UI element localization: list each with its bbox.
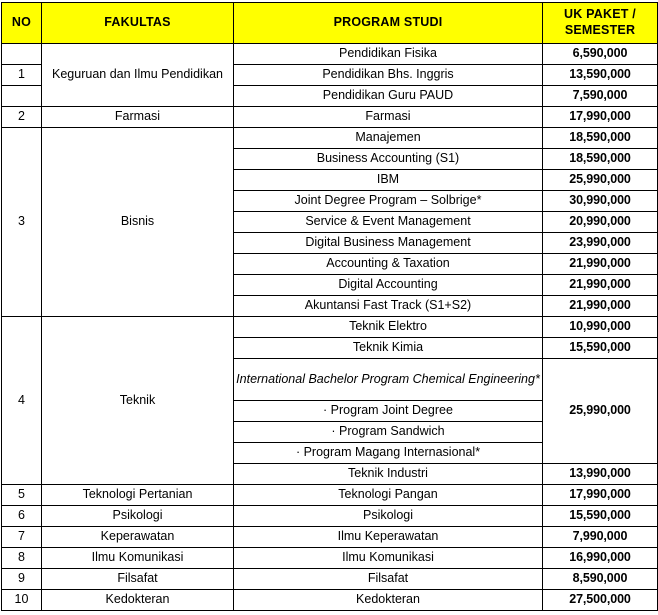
table-row [2, 128, 658, 149]
table-row [2, 107, 658, 128]
cell-program-studi: Pendidikan Bhs. Inggris [234, 65, 543, 86]
cell-program-studi: Teknik Kimia [234, 338, 543, 359]
cell-fakultas: Keguruan dan Ilmu Pendidikan [42, 44, 234, 107]
cell-program-studi: Accounting & Taxation [234, 254, 543, 275]
cell-no [2, 86, 42, 107]
cell-price: 7,590,000 [543, 86, 658, 107]
cell-price: 25,990,000 [543, 170, 658, 191]
cell-program-studi: Teknik Industri [234, 464, 543, 485]
cell-program-studi: Teknologi Pangan [234, 485, 543, 506]
cell-price: 23,990,000 [543, 233, 658, 254]
cell-fakultas: Keperawatan [42, 527, 234, 548]
column-header-uk-paket-semester [543, 3, 658, 44]
cell-no [2, 44, 42, 65]
cell-price: 25,990,000 [543, 359, 658, 464]
table-row [2, 590, 658, 611]
cell-fakultas: Farmasi [42, 107, 234, 128]
cell-price: 27,500,000 [543, 590, 658, 611]
cell-fakultas: Bisnis [42, 128, 234, 317]
cell-program-studi: Digital Accounting [234, 275, 543, 296]
cell-program-studi: · Program Sandwich [234, 422, 543, 443]
cell-program-studi: Pendidikan Fisika [234, 44, 543, 65]
cell-price: 17,990,000 [543, 107, 658, 128]
cell-price: 15,590,000 [543, 338, 658, 359]
cell-no: 4 [2, 317, 42, 485]
cell-price: 15,590,000 [543, 506, 658, 527]
cell-fakultas: Filsafat [42, 569, 234, 590]
cell-program-studi: Psikologi [234, 506, 543, 527]
cell-no: 8 [2, 548, 42, 569]
table-row [2, 527, 658, 548]
cell-price: 30,990,000 [543, 191, 658, 212]
column-header-no: NO [2, 3, 42, 44]
cell-fakultas: Teknologi Pertanian [42, 485, 234, 506]
column-header-fakultas: FAKULTAS [42, 3, 234, 44]
cell-price: 21,990,000 [543, 254, 658, 275]
cell-program-studi: IBM [234, 170, 543, 191]
uk-paket-line1: UK PAKET / [564, 7, 636, 22]
cell-program-studi: Teknik Elektro [234, 317, 543, 338]
cell-fakultas: Teknik [42, 317, 234, 485]
cell-price: 20,990,000 [543, 212, 658, 233]
table-header [2, 3, 658, 44]
cell-program-studi: Farmasi [234, 107, 543, 128]
cell-price: 13,990,000 [543, 464, 658, 485]
cell-no: 7 [2, 527, 42, 548]
cell-no: 9 [2, 569, 42, 590]
cell-program-studi: Joint Degree Program – Solbrige* [234, 191, 543, 212]
cell-price: 16,990,000 [543, 548, 658, 569]
cell-program-studi: Pendidikan Guru PAUD [234, 86, 543, 107]
cell-program-studi: Manajemen [234, 128, 543, 149]
cell-no: 6 [2, 506, 42, 527]
table-row [2, 317, 658, 338]
table-row [2, 506, 658, 527]
cell-program-studi: · Program Magang Internasional* [234, 443, 543, 464]
cell-price: 7,990,000 [543, 527, 658, 548]
header-row [2, 3, 658, 44]
cell-price: 10,990,000 [543, 317, 658, 338]
cell-program-studi: Ilmu Komunikasi [234, 548, 543, 569]
column-header-program-studi: PROGRAM STUDI [234, 3, 543, 44]
cell-no: 1 [2, 65, 42, 86]
tuition-fee-table [1, 2, 658, 611]
table-row [2, 485, 658, 506]
cell-no: 3 [2, 128, 42, 317]
cell-no: 10 [2, 590, 42, 611]
cell-program-studi: Digital Business Management [234, 233, 543, 254]
cell-fakultas: Psikologi [42, 506, 234, 527]
cell-price: 21,990,000 [543, 275, 658, 296]
cell-price: 8,590,000 [543, 569, 658, 590]
cell-price: 13,590,000 [543, 65, 658, 86]
cell-fakultas: Ilmu Komunikasi [42, 548, 234, 569]
cell-program-studi: Kedokteran [234, 590, 543, 611]
table-body [2, 44, 658, 611]
cell-program-studi: Akuntansi Fast Track (S1+S2) [234, 296, 543, 317]
cell-price: 17,990,000 [543, 485, 658, 506]
cell-fakultas: Kedokteran [42, 590, 234, 611]
cell-price: 6,590,000 [543, 44, 658, 65]
table-row [2, 44, 658, 65]
cell-no: 5 [2, 485, 42, 506]
cell-program-studi: Business Accounting (S1) [234, 149, 543, 170]
cell-price: 18,590,000 [543, 128, 658, 149]
cell-price: 18,590,000 [543, 149, 658, 170]
uk-paket-line2: SEMESTER [564, 23, 636, 37]
cell-program-studi: Service & Event Management [234, 212, 543, 233]
cell-price: 21,990,000 [543, 296, 658, 317]
cell-program-studi: International Bachelor Program Chemical Engineering* [234, 359, 543, 401]
table-row [2, 548, 658, 569]
cell-program-studi: Ilmu Keperawatan [234, 527, 543, 548]
cell-program-studi: Filsafat [234, 569, 543, 590]
cell-no: 2 [2, 107, 42, 128]
table-row [2, 569, 658, 590]
cell-program-studi: · Program Joint Degree [234, 401, 543, 422]
